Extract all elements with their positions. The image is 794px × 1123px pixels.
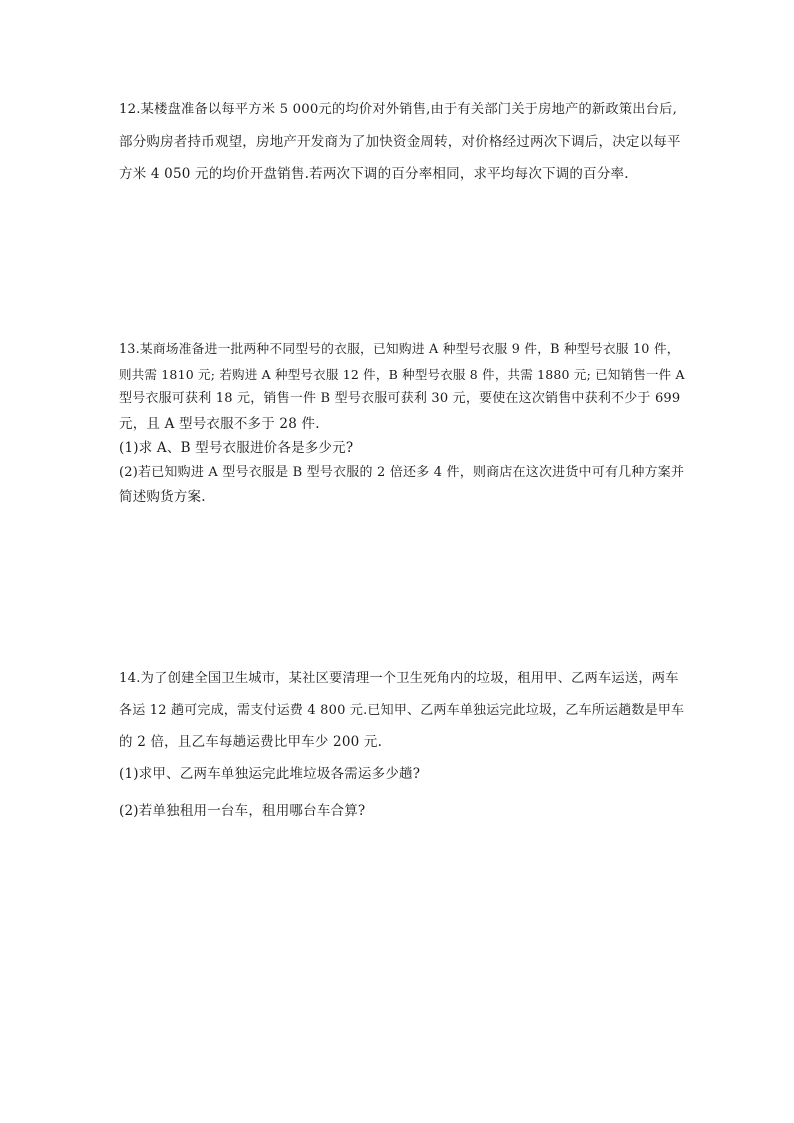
problem-14-line-2: 各运 12 趟可完成，需支付运费 4 800 元.已知甲、乙两车单独运完此垃圾，乙车所运趟数是甲车 — [119, 702, 685, 718]
problem-14-line-3: 的 2 倍，且乙车每趟运费比甲车少 200 元. — [119, 734, 383, 750]
problem-13-line-2: 则共需 1810 元; 若购进 A 种型号衣服 12 件，B 种型号衣服 8 件，共需 1880 元; 已知销售一件 A — [119, 366, 685, 382]
problem-13-line-1: 13.某商场准备进一批两种不同型号的衣服，已知购进 A 种型号衣服 9 件，B 种型号衣服 10 件， — [119, 342, 680, 357]
problem-14-subquestion-2: (2)若单独租用一台车，租用哪台车合算? — [119, 802, 366, 819]
problem-14-line-1: 14.为了创建全国卫生城市，某社区要清理一个卫生死角内的垃圾，租用甲、乙两车运送，两车 — [119, 671, 679, 686]
problem-14 — [119, 669, 685, 832]
problem-14-subquestion-1: (1)求甲、乙两车单独运完此堆垃圾各需运多少趟? — [119, 765, 421, 782]
problem-13 — [119, 340, 685, 512]
problem-13-subquestion-2: (2)若已知购进 A 型号衣服是 B 型号衣服的 2 倍还多 4 件，则商店在这次进货中可有几种方案并 — [119, 464, 685, 480]
problem-13-line-4: 元，且 A 型号衣服不多于 28 件. — [119, 415, 320, 432]
problem-12-line-2: 部分购房者持币观望，房地产开发商为了加快资金周转，对价格经过两次下调后，决定以每平 — [119, 134, 681, 150]
problem-12-line-3: 方米 4 050 元的均价开盘销售.若两次下调的百分率相同，求平均每次下调的百分率. — [119, 166, 629, 182]
problem-12-line-1: 12.某楼盘准备以每平方米 5 000元的均价对外销售,由于有关部门关于房地产的新政策出台后, — [119, 102, 678, 117]
problem-13-line-3: 型号衣服可获利 18 元，销售一件 B 型号衣服可获利 30 元，要使在这次销售中获利不少于 699 — [119, 391, 681, 406]
problem-13-subquestion-1: (1)求 A、B 型号衣服进价各是多少元? — [119, 440, 354, 456]
problem-12 — [119, 100, 685, 196]
problem-13-subquestion-2-cont: 简述购货方案. — [119, 489, 206, 505]
